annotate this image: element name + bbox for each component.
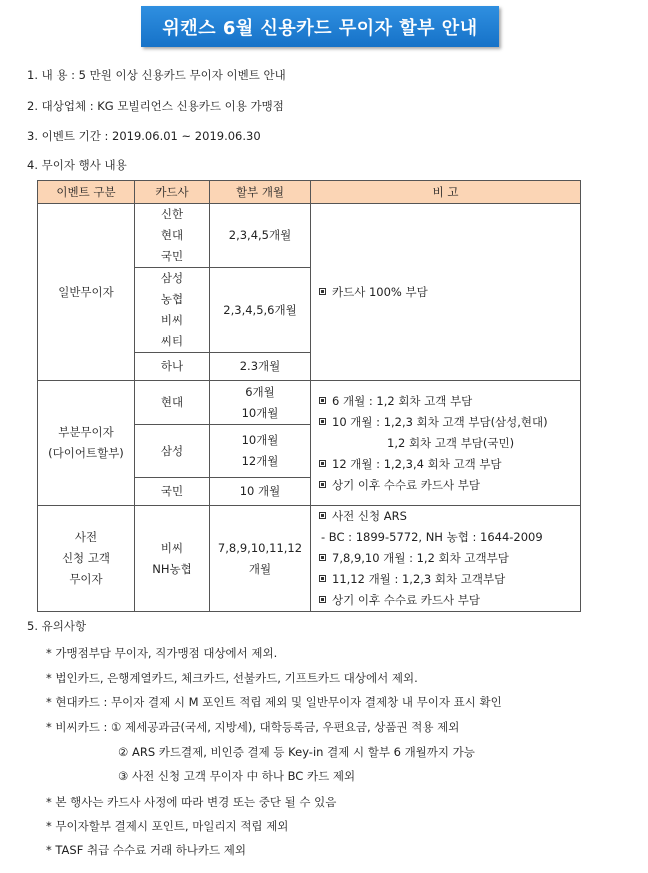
caution-item: ③ 사전 신청 고객 무이자 中 하나 BC 카드 제외 bbox=[118, 769, 356, 783]
card-list: 국민 bbox=[135, 478, 210, 506]
table-row bbox=[38, 506, 581, 612]
page-title: 위캔스 6월 신용카드 무이자 할부 안내 bbox=[141, 6, 499, 47]
header-installment-months: 할부 개월 bbox=[210, 181, 311, 204]
header-card-company: 카드사 bbox=[135, 181, 210, 204]
card-list: 하나 bbox=[135, 353, 210, 381]
card-list: 현대 bbox=[135, 381, 210, 425]
months-value: 2.3개월 bbox=[210, 353, 311, 381]
months-value: 10 개월 bbox=[210, 478, 311, 506]
installment-table bbox=[37, 180, 581, 612]
info-content: 1. 내 용 : 5 만원 이상 신용카드 무이자 이벤트 안내 bbox=[27, 68, 286, 82]
checkbox-bullet-icon bbox=[319, 554, 326, 561]
card-list: 삼성 bbox=[135, 425, 210, 478]
months-value: 2,3,4,5개월 bbox=[210, 204, 311, 268]
event-general: 일반무이자 bbox=[38, 204, 135, 381]
caution-item: * 본 행사는 카드사 사정에 따라 변경 또는 중단 될 수 있음 bbox=[46, 795, 337, 809]
event-advance: 사전 신청 고객 무이자 bbox=[38, 506, 135, 612]
card-list: 삼성 농협 비씨 씨티 bbox=[135, 268, 210, 353]
info-target-merchant: 2. 대상업체 : KG 모빌리언스 신용카드 이용 가맹점 bbox=[27, 99, 284, 113]
months-value: 6개월 10개월 bbox=[210, 381, 311, 425]
cautions-heading: 5. 유의사항 bbox=[27, 619, 87, 633]
info-promo-heading: 4. 무이자 행사 내용 bbox=[27, 158, 127, 172]
checkbox-bullet-icon bbox=[319, 418, 326, 425]
event-partial: 부분무이자 (다이어트할부) bbox=[38, 381, 135, 506]
caution-item: * 현대카드 : 무이자 결제 시 M 포인트 적립 제외 및 일반무이자 결제창 내 무이자 표시 확인 bbox=[46, 695, 502, 709]
checkbox-bullet-icon bbox=[319, 481, 326, 488]
caution-item: * 가맹점부담 무이자, 직가맹점 대상에서 제외. bbox=[46, 646, 278, 660]
header-event-type: 이벤트 구분 bbox=[38, 181, 135, 204]
card-list: 신한 현대 국민 bbox=[135, 204, 210, 268]
caution-item: ② ARS 카드결제, 비인증 결제 등 Key-in 결제 시 할부 6 개월까지 가능 bbox=[118, 745, 475, 759]
card-list: 비씨 NH농협 bbox=[135, 506, 210, 612]
caution-item: * 법인카드, 은행계열카드, 체크카드, 선불카드, 기프트카드 대상에서 제외. bbox=[46, 671, 418, 685]
table-header-row bbox=[38, 181, 581, 204]
note-advance: 사전 신청 ARS - BC : 1899-5772, NH 농협 : 1644-2009 7,8,9,10 개월 : 1,2 회차 고객부담 11,12 개월 : 1,2,3 회차 고객부담 상기 이후 수수료 카드사 부담 bbox=[311, 506, 581, 612]
checkbox-bullet-icon bbox=[319, 512, 326, 519]
checkbox-bullet-icon bbox=[319, 288, 326, 295]
months-value: 7,8,9,10,11,12 개월 bbox=[210, 506, 311, 612]
months-value: 2,3,4,5,6개월 bbox=[210, 268, 311, 353]
table-row bbox=[38, 204, 581, 268]
info-event-period: 3. 이벤트 기간 : 2019.06.01 ~ 2019.06.30 bbox=[27, 129, 261, 143]
months-value: 10개월 12개월 bbox=[210, 425, 311, 478]
caution-item: * TASF 취급 수수료 거래 하나카드 제외 bbox=[46, 843, 247, 857]
checkbox-bullet-icon bbox=[319, 596, 326, 603]
checkbox-bullet-icon bbox=[319, 575, 326, 582]
header-remarks: 비 고 bbox=[311, 181, 581, 204]
checkbox-bullet-icon bbox=[319, 460, 326, 467]
caution-item: * 무이자할부 결제시 포인트, 마일리지 적립 제외 bbox=[46, 819, 289, 833]
table-row bbox=[38, 381, 581, 425]
caution-item: * 비씨카드 : ① 제세공과금(국세, 지방세), 대학등록금, 우편요금, 상품권 적용 제외 bbox=[46, 720, 460, 734]
note-general: 카드사 100% 부담 bbox=[311, 204, 581, 381]
checkbox-bullet-icon bbox=[319, 397, 326, 404]
note-partial: 6 개월 : 1,2 회차 고객 부담 10 개월 : 1,2,3 회차 고객 부담(삼성,현대) 1,2 회차 고객 부담(국민) 12 개월 : 1,2,3,4 회차 고객 부담 상기 이후 수수료 카드사 부담 bbox=[311, 381, 581, 506]
